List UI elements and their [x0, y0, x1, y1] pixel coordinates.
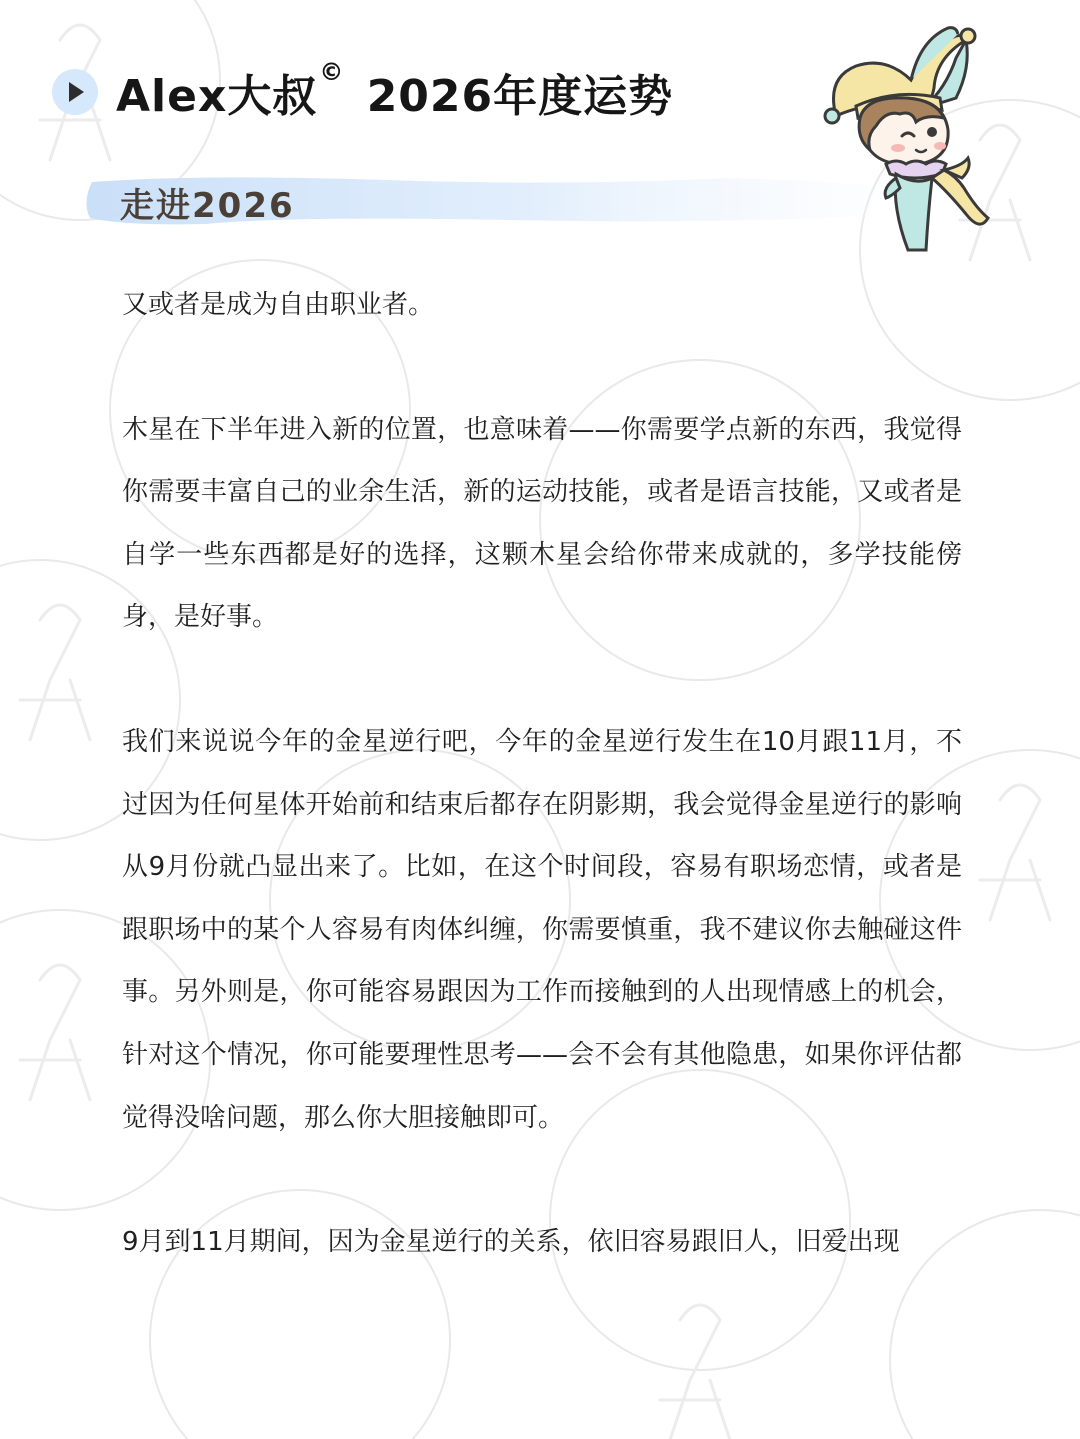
- paragraph: 木星在下半年进入新的位置，也意味着——你需要学点新的东西，我觉得你需要丰富自己的业余生活，新的运动技能，或者是语言技能，又或者是自学一些东西都是好的选择，这颗木星会给你带来成就的，多学技能傍身，是好事。: [122, 414, 962, 633]
- page-title: Alex大叔© 2026年度运势: [116, 58, 674, 122]
- paragraph: 9月到11月期间，因为金星逆行的关系，依旧容易跟旧人，旧爱出现: [122, 1227, 900, 1258]
- play-icon: [52, 69, 98, 115]
- section-label: 走进2026: [120, 186, 295, 226]
- copyright-mark: ©: [319, 58, 345, 86]
- paragraph: 又或者是成为自由职业者。: [122, 290, 435, 320]
- article-body: [122, 274, 962, 1336]
- page-header: [52, 58, 674, 122]
- paragraph: 我们来说说今年的金星逆行吧，今年的金星逆行发生在10月跟11月，不过因为任何星体开始前和结束后都存在阴影期，我会觉得金星逆行的影响从9月份就凸显出来了。比如，在这个时间段，容易有职场恋情，或者是跟职场中的某个人容易有肉体纠缠，你需要慎重，我不建议你去触碰这件事。另外则是，你可能容易跟因为工作而接触到的人出现情感上的机会，针对这个情况，你可能要理性思考——会不会有其他隐患，如果你评估都觉得没啥问题，那么你大胆接触即可。: [122, 726, 962, 1133]
- jester-mascot-icon: [816, 18, 996, 263]
